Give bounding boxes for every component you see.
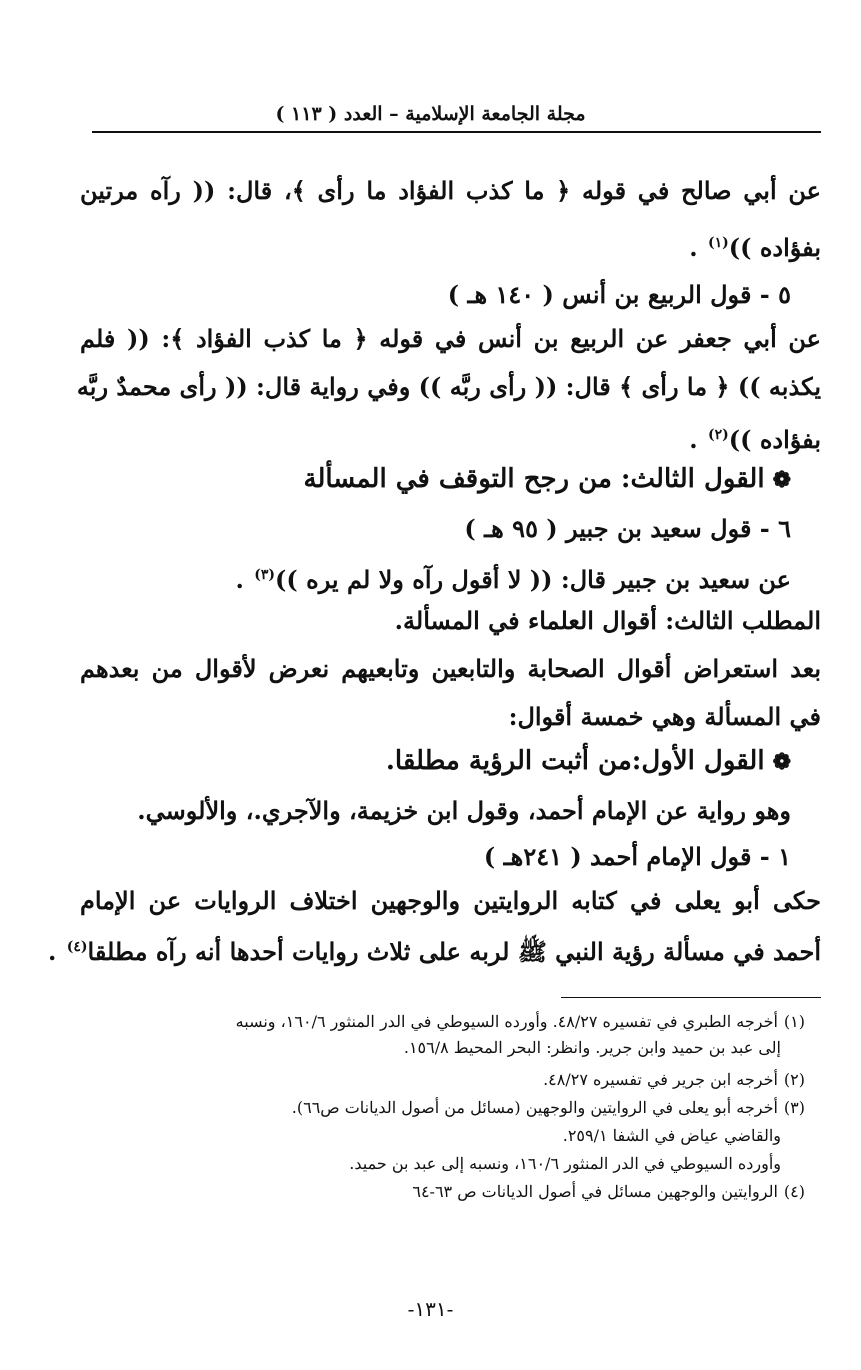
footnote-1-number: (١)	[783, 1012, 805, 1031]
footnote-3-line-2: والقاضي عياض في الشفا ٢٥٩/١.	[562, 1126, 781, 1145]
footnote-ref-2[interactable]: (٢)	[708, 427, 729, 443]
subsection-title: المطلب الثالث: أقوال العلماء في المسألة.	[394, 606, 821, 635]
body-line-11: بعد استعراض أقوال الصحابة والتابعين وتابعيهم نعرض لأقوال من بعدهم	[80, 654, 821, 683]
body-line-5: يكذبه )) ﴿ ما رأى ﴾ قال: (( رأى ربَّه )) وفي رواية قال: (( رأى محمدٌ ربَّه	[76, 372, 821, 401]
page-number: -١٣١-	[407, 1297, 454, 1321]
journal-header: مجلة الجامعة الإسلامية – العدد ( ١١٣ )	[275, 103, 586, 125]
section-heading-ahmad: ١ - قول الإمام أحمد ( ٢٤١هـ )	[483, 842, 791, 871]
body-line-12: في المسألة وهي خمسة أقوال:	[508, 702, 821, 731]
body-line-17: أحمد في مسألة رؤية النبي ﷺ لربه على ثلاث روايات أحدها أنه رآه مطلقا$^{(٤)}$ .	[48, 937, 821, 966]
body-line-4: عن أبي جعفر عن الربيع بن أنس في قوله ﴿ ما كذب الفؤاد ﴾: (( فلم	[80, 324, 821, 353]
footnote-4	[60, 1180, 805, 1204]
footnote-3-line-3: وأورده السيوطي في الدر المنثور ١٦٠/٦، ونسبه إلى عبد بن حميد.	[349, 1154, 781, 1173]
body-line-6: بفؤاده ))$^{(٢)}$ .	[689, 425, 821, 454]
footnote-3-text: أخرجه أبو يعلى في الروايتين والوجهين (مسائل من أصول الديانات ص٦٦).	[291, 1098, 778, 1117]
flower-ornament-icon: ❁	[772, 749, 791, 775]
body-line-1: عن أبي صالح في قوله ﴿ ما كذب الفؤاد ما رأى ﴾، قال: (( رآه مرتين	[80, 176, 822, 205]
footnote-4-number: (٤)	[783, 1182, 805, 1201]
heading-third-opinion-text: القول الثالث: من رجح التوقف في المسألة	[303, 464, 765, 494]
body-line-2: بفؤاده ))$^{(١)}$ .	[689, 233, 821, 262]
body-line-9: عن سعيد بن جبير قال: (( لا أقول رآه ولا لم يره ))$^{(٣)}$ .	[235, 565, 791, 594]
flower-ornament-icon: ❁	[772, 467, 791, 493]
header-rule	[92, 131, 821, 133]
footnote-3-number: (٣)	[783, 1098, 805, 1117]
footnote-3	[60, 1096, 805, 1120]
footnote-1-text: أخرجه الطبري في تفسيره ٤٨/٢٧. وأورده السيوطي في الدر المنثور ١٦٠/٦، ونسبه	[235, 1012, 778, 1031]
footnote-2-text: أخرجه ابن جرير في تفسيره ٤٨/٢٧.	[543, 1070, 778, 1089]
footnote-ref-1[interactable]: (١)	[708, 235, 729, 251]
footnote-2	[60, 1068, 805, 1092]
body-line-17-text: أحمد في مسألة رؤية النبي ﷺ لربه على ثلاث روايات أحدها أنه رآه مطلقا	[87, 937, 821, 966]
footnote-1	[60, 1010, 805, 1034]
body-line-14: وهو رواية عن الإمام أحمد، وقول ابن خزيمة، والآجري.، والألوسي.	[137, 796, 791, 825]
footnote-4-text: الروايتين والوجهين مسائل في أصول الديانات ص ٦٣-٦٤	[412, 1182, 778, 1201]
section-heading-saeed: ٦ - قول سعيد بن جبير ( ٩٥ هـ )	[464, 514, 791, 543]
body-line-9-text: عن سعيد بن جبير قال: (( لا أقول رآه ولا لم يره ))	[275, 565, 791, 594]
footnote-separator	[561, 997, 821, 998]
footnote-ref-4[interactable]: (٤)	[66, 939, 88, 955]
heading-first-opinion-text: القول الأول:من أثبت الرؤية مطلقا.	[385, 746, 765, 776]
body-line-6-text: بفؤاده ))	[728, 425, 821, 454]
body-line-2-text: بفؤاده ))	[728, 233, 821, 262]
section-heading-rabi: ٥ - قول الربيع بن أنس ( ١٤٠ هـ )	[447, 280, 791, 309]
footnote-1-continued: إلى عبد بن حميد وابن جرير. وانظر: البحر المحيط ١٥٦/٨.	[403, 1038, 781, 1057]
footnote-2-number: (٢)	[783, 1070, 805, 1089]
footnote-ref-3[interactable]: (٣)	[254, 567, 276, 583]
heading-first-opinion	[80, 744, 791, 779]
heading-third-opinion	[80, 462, 791, 497]
body-line-16: حكى أبو يعلى في كتابه الروايتين والوجهين اختلاف الروايات عن الإمام	[80, 886, 821, 915]
